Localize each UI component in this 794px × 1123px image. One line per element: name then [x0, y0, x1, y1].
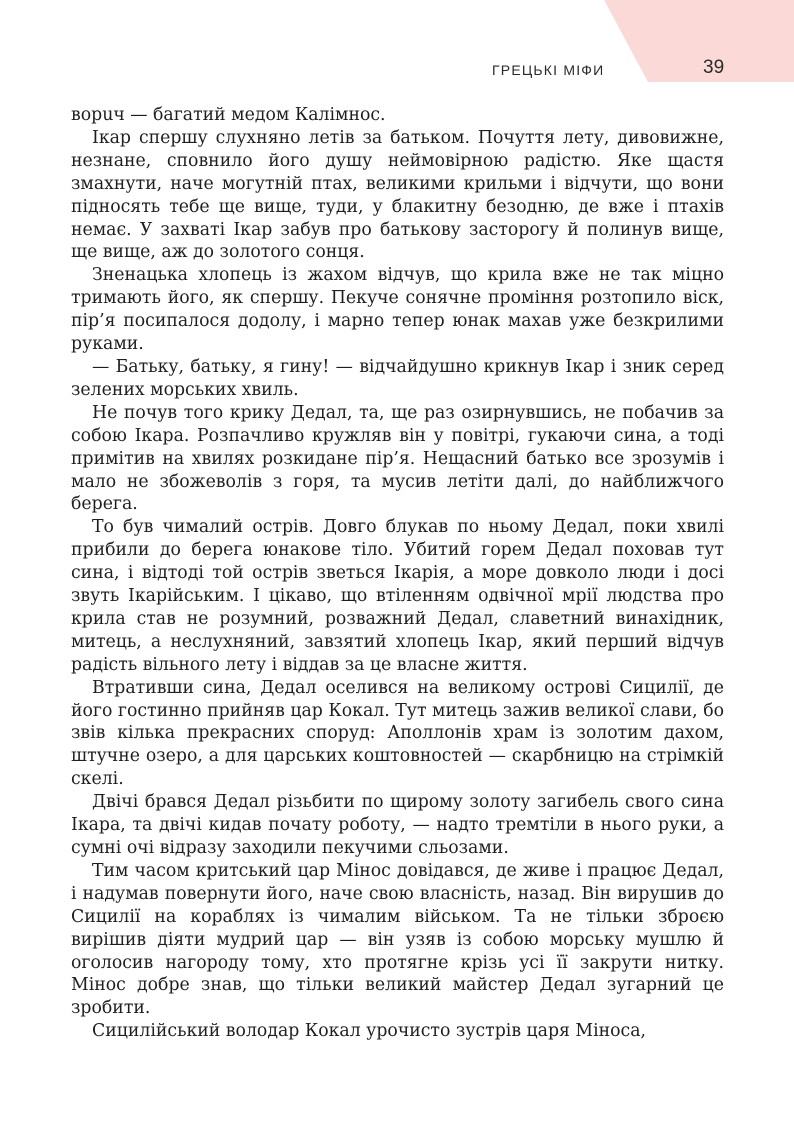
paragraph: Втративши сина, Дедал оселився на великому острові Сицилії, де його гостинно прийняв цар Кокал. Тут митець зажив великої слави, бо звів кілька прекрасних споруд: Аполлонів храм із золотим дахом, штучне озеро, а для царських коштовностей — скарбницю на стрімкій скелі.	[71, 677, 724, 790]
paragraph: ворuч — багатий медом Калімнос.	[71, 105, 386, 125]
header-corner-shape	[0, 0, 794, 90]
running-header-section-title: ГРЕЦЬКІ МІФИ	[492, 62, 605, 78]
paragraph: Ікар спершу слухняно летів за батьком. Почуття лету, дивовижне, незнане, сповнило його душу неймовірною радістю. Яке щастя змахнути, наче могутній птах, великими крильми і відчути, що вони підносять тебе ще вище, туди, у блакитну безодню, де вже і птахів немає. У захваті Ікар забув про батькову засторогу й полинув вище, ще вище, аж до золотого сонця.	[71, 127, 724, 263]
paragraph: Двічі брався Дедал різьбити по щирому золоту загибель свого сина Ікара, та двічі кидав почату роботу, — надто тремтіли в нього руки, а сумні очі відразу заходили пекучими сльозами.	[71, 792, 724, 858]
paragraph: То був чималий острів. Довго блукав по ньому Дедал, поки хвилі прибили до берега юнакове тіло. Убитий горем Дедал поховав тут сина, і відтоді той острів зветься Ікарія, а море довколо люди і досі звуть Ікарійським. І цікаво, що втіленням одвічної мрії людства про крила став не розумний, розважний Дедал, славетний винахідник, митець, а неслухняний, завзятий хлопець Ікар, який перший відчув радість вільного лету і віддав за це власне життя.	[71, 517, 724, 675]
paragraph: Зненацька хлопець із жахом відчув, що крила вже не так міцно тримають його, як спершу. Пекуче сонячне проміння розтопило віск, пір’я посипалося додолу, і марно тепер юнак махав уже безкрилими руками.	[71, 265, 724, 355]
paragraph: Сицилійський володар Кокал урочисто зустрів царя Міноса,	[92, 1021, 647, 1042]
paragraph: Тим часом критський цар Мінос довідався, де живе і працює Дедал, і надумав повернути його, наче свою власність, назад. Він вирушив до Сицилії на кораблях із чималим військом. Та не тільки зброєю вирішив діяти мудрий цар — він узяв із собою морську мушлю й оголосив нагороду тому, хто протягне крізь усі її закрути нитку. Мінос добре знав, що тільки великий майстер Дедал зугарний це зробити.	[71, 860, 724, 1019]
paragraph: Не почув того крику Дедал, та, ще раз озирнувшись, не побачив за собою Ікара. Розпачливо кружляв він у повітрі, гукаючи сина, а тоді примітив на хвилях розкидане пір’я. Нещасний батько все зрозумів і мало не збожеволів з горя, та мусив летіти далі, до найближчого берега.	[71, 402, 724, 515]
page-number: 39	[703, 57, 725, 78]
paragraph: — Батьку, батьку, я гину! — відчайдушно крикнув Ікар і зник серед зелених морських хвиль.	[71, 356, 724, 400]
body-text	[71, 104, 724, 1043]
